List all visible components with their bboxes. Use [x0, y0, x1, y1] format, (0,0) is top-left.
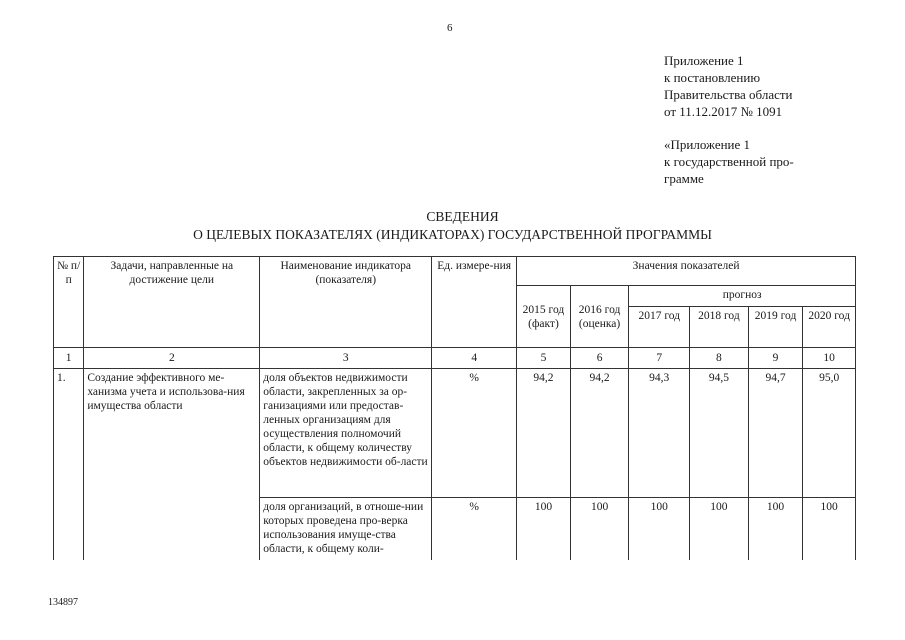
row-number: 1.	[54, 369, 84, 561]
column-number: 5	[517, 348, 571, 369]
appendix-quote-line: «Приложение 1	[664, 137, 751, 152]
title-line-1: СВЕДЕНИЯ	[426, 209, 499, 224]
page-number: 6	[447, 22, 453, 34]
unit-cell: %	[432, 498, 517, 561]
column-number: 7	[629, 348, 690, 369]
value-2019: 100	[748, 498, 803, 561]
header-no: № п/п	[54, 257, 84, 348]
column-number: 3	[260, 348, 432, 369]
column-number: 10	[803, 348, 856, 369]
footer-code: 134897	[48, 597, 78, 608]
value-2018: 94,5	[690, 369, 749, 498]
header-2015: 2015 год (факт)	[517, 286, 571, 348]
column-number: 4	[432, 348, 517, 369]
value-2017: 94,3	[629, 369, 690, 498]
header-indicator: Наименование индикатора (показателя)	[260, 257, 432, 348]
title-line-2: О ЦЕЛЕВЫХ ПОКАЗАТЕЛЯХ (ИНДИКАТОРАХ) ГОСУДАРСТВЕННОЙ ПРОГРАММЫ	[193, 227, 712, 242]
header-tasks: Задачи, направленные на достижение цели	[84, 257, 260, 348]
appendix-header	[664, 52, 793, 120]
appendix-quote	[664, 136, 794, 187]
value-2017: 100	[629, 498, 690, 561]
appendix-line: Правительства области	[664, 87, 793, 102]
indicators-table	[53, 256, 856, 560]
value-2020: 100	[803, 498, 856, 561]
value-2015: 94,2	[517, 369, 571, 498]
value-2015: 100	[517, 498, 571, 561]
column-number: 1	[54, 348, 84, 369]
indicator-cell: доля организаций, в отноше-нии которых проведена про-верка использования имуще-ства области, к общему коли-	[260, 498, 432, 561]
column-number: 2	[84, 348, 260, 369]
table-row	[54, 369, 856, 498]
appendix-line: Приложение 1	[664, 53, 744, 68]
value-2020: 95,0	[803, 369, 856, 498]
header-2017: 2017 год	[629, 307, 690, 348]
header-2019: 2019 год	[748, 307, 803, 348]
header-unit: Ед. измере-ния	[432, 257, 517, 348]
header-2016: 2016 год (оценка)	[570, 286, 629, 348]
header-forecast: прогноз	[629, 286, 856, 307]
task-cell: Создание эффективного ме-ханизма учета и использова-ния имущества области	[84, 369, 260, 561]
value-2018: 100	[690, 498, 749, 561]
column-number: 9	[748, 348, 803, 369]
appendix-line: к постановлению	[664, 70, 761, 85]
document-title	[0, 208, 905, 244]
column-number: 6	[570, 348, 629, 369]
header-2018: 2018 год	[690, 307, 749, 348]
value-2016: 94,2	[570, 369, 629, 498]
appendix-quote-line: к государственной про-	[664, 154, 794, 169]
unit-cell: %	[432, 369, 517, 498]
value-2019: 94,7	[748, 369, 803, 498]
value-2016: 100	[570, 498, 629, 561]
appendix-quote-line: грамме	[664, 171, 704, 186]
header-values: Значения показателей	[517, 257, 856, 286]
column-number: 8	[690, 348, 749, 369]
appendix-line: от 11.12.2017 № 1091	[664, 104, 783, 119]
header-2020: 2020 год	[803, 307, 856, 348]
column-numbers-row	[54, 348, 856, 369]
indicator-cell: доля объектов недвижимости области, закрепленных за ор-ганизациями или предостав-ленных организациям для осуществления полномочий области, к общему количеству объектов недвижимости об-ласти	[260, 369, 432, 498]
